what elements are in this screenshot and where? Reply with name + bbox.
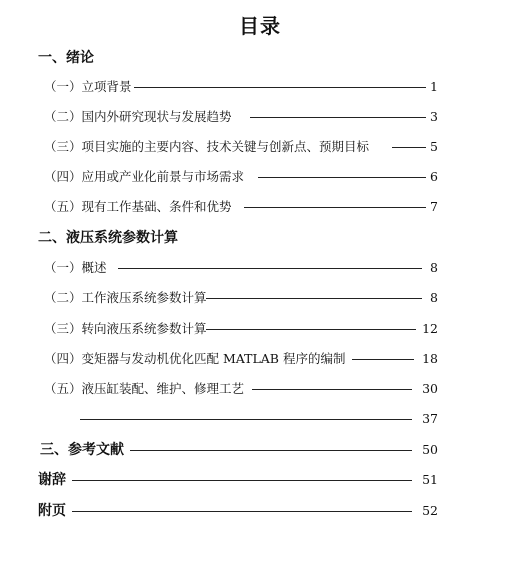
toc-entry[interactable] [0, 257, 520, 279]
dot-leader [134, 87, 426, 88]
page-number: 52 [422, 503, 438, 518]
dot-leader [244, 207, 426, 208]
page-number: 8 [430, 260, 438, 275]
toc-entry[interactable] [0, 439, 520, 461]
page-number: 51 [422, 472, 438, 487]
entry-label: 三、参考文献 [40, 442, 124, 458]
page-number: 1 [430, 79, 438, 94]
dot-leader [258, 177, 426, 178]
page-number: 37 [422, 411, 438, 426]
entry-label: 谢辞 [38, 472, 66, 488]
toc-entry[interactable] [0, 287, 520, 309]
page-number: 50 [422, 442, 438, 457]
entry-label: （四）应用或产业化前景与市场需求 [44, 169, 245, 184]
toc-entry[interactable] [0, 196, 520, 218]
toc-entry[interactable] [0, 469, 520, 491]
dot-leader [130, 450, 412, 451]
entry-label: （三）转向液压系统参数计算 [44, 321, 207, 336]
toc-entry[interactable] [0, 166, 520, 188]
dot-leader [352, 359, 414, 360]
entry-label: （一）概述 [44, 260, 107, 275]
page-number: 8 [430, 290, 438, 305]
dot-leader [118, 268, 422, 269]
page-number: 5 [430, 139, 438, 154]
entry-label: （五）现有工作基础、条件和优势 [44, 199, 232, 214]
dot-leader [206, 298, 422, 299]
entry-label: （一）立项背景 [44, 79, 132, 94]
dot-leader [252, 389, 412, 390]
toc-section-heading [0, 47, 520, 69]
page-number: 30 [422, 381, 438, 396]
toc-entry[interactable] [0, 348, 520, 370]
toc-entry[interactable] [0, 136, 520, 158]
toc-entry[interactable] [0, 106, 520, 128]
page-number: 18 [422, 351, 438, 366]
dot-leader [206, 329, 416, 330]
toc-section-heading [0, 227, 520, 249]
page-number: 12 [422, 321, 438, 336]
dot-leader [72, 480, 412, 481]
toc-title: 目录 [239, 14, 281, 38]
section-label: 一、绪论 [38, 50, 94, 66]
entry-label: （五）液压缸装配、维护、修理工艺 [44, 381, 245, 396]
page-number: 3 [430, 109, 438, 124]
section-label: 二、液压系统参数计算 [38, 230, 178, 246]
dot-leader [72, 511, 412, 512]
entry-label: （四）变矩器与发动机优化匹配 MATLAB 程序的编制 [44, 351, 346, 366]
entry-label: （三）项目实施的主要内容、技术关键与创新点、预期目标 [44, 139, 370, 154]
toc-entry[interactable] [0, 378, 520, 400]
entry-label: （二）国内外研究现状与发展趋势 [44, 109, 232, 124]
entry-label: （二）工作液压系统参数计算 [44, 290, 207, 305]
dot-leader [250, 117, 426, 118]
entry-label: 附页 [38, 503, 66, 519]
toc-entry[interactable] [0, 318, 520, 340]
page-number: 7 [430, 199, 438, 214]
dot-leader [80, 419, 412, 420]
toc-entry[interactable] [0, 500, 520, 522]
toc-entry[interactable] [0, 76, 520, 98]
page-number: 6 [430, 169, 438, 184]
toc-entry[interactable] [0, 408, 520, 430]
